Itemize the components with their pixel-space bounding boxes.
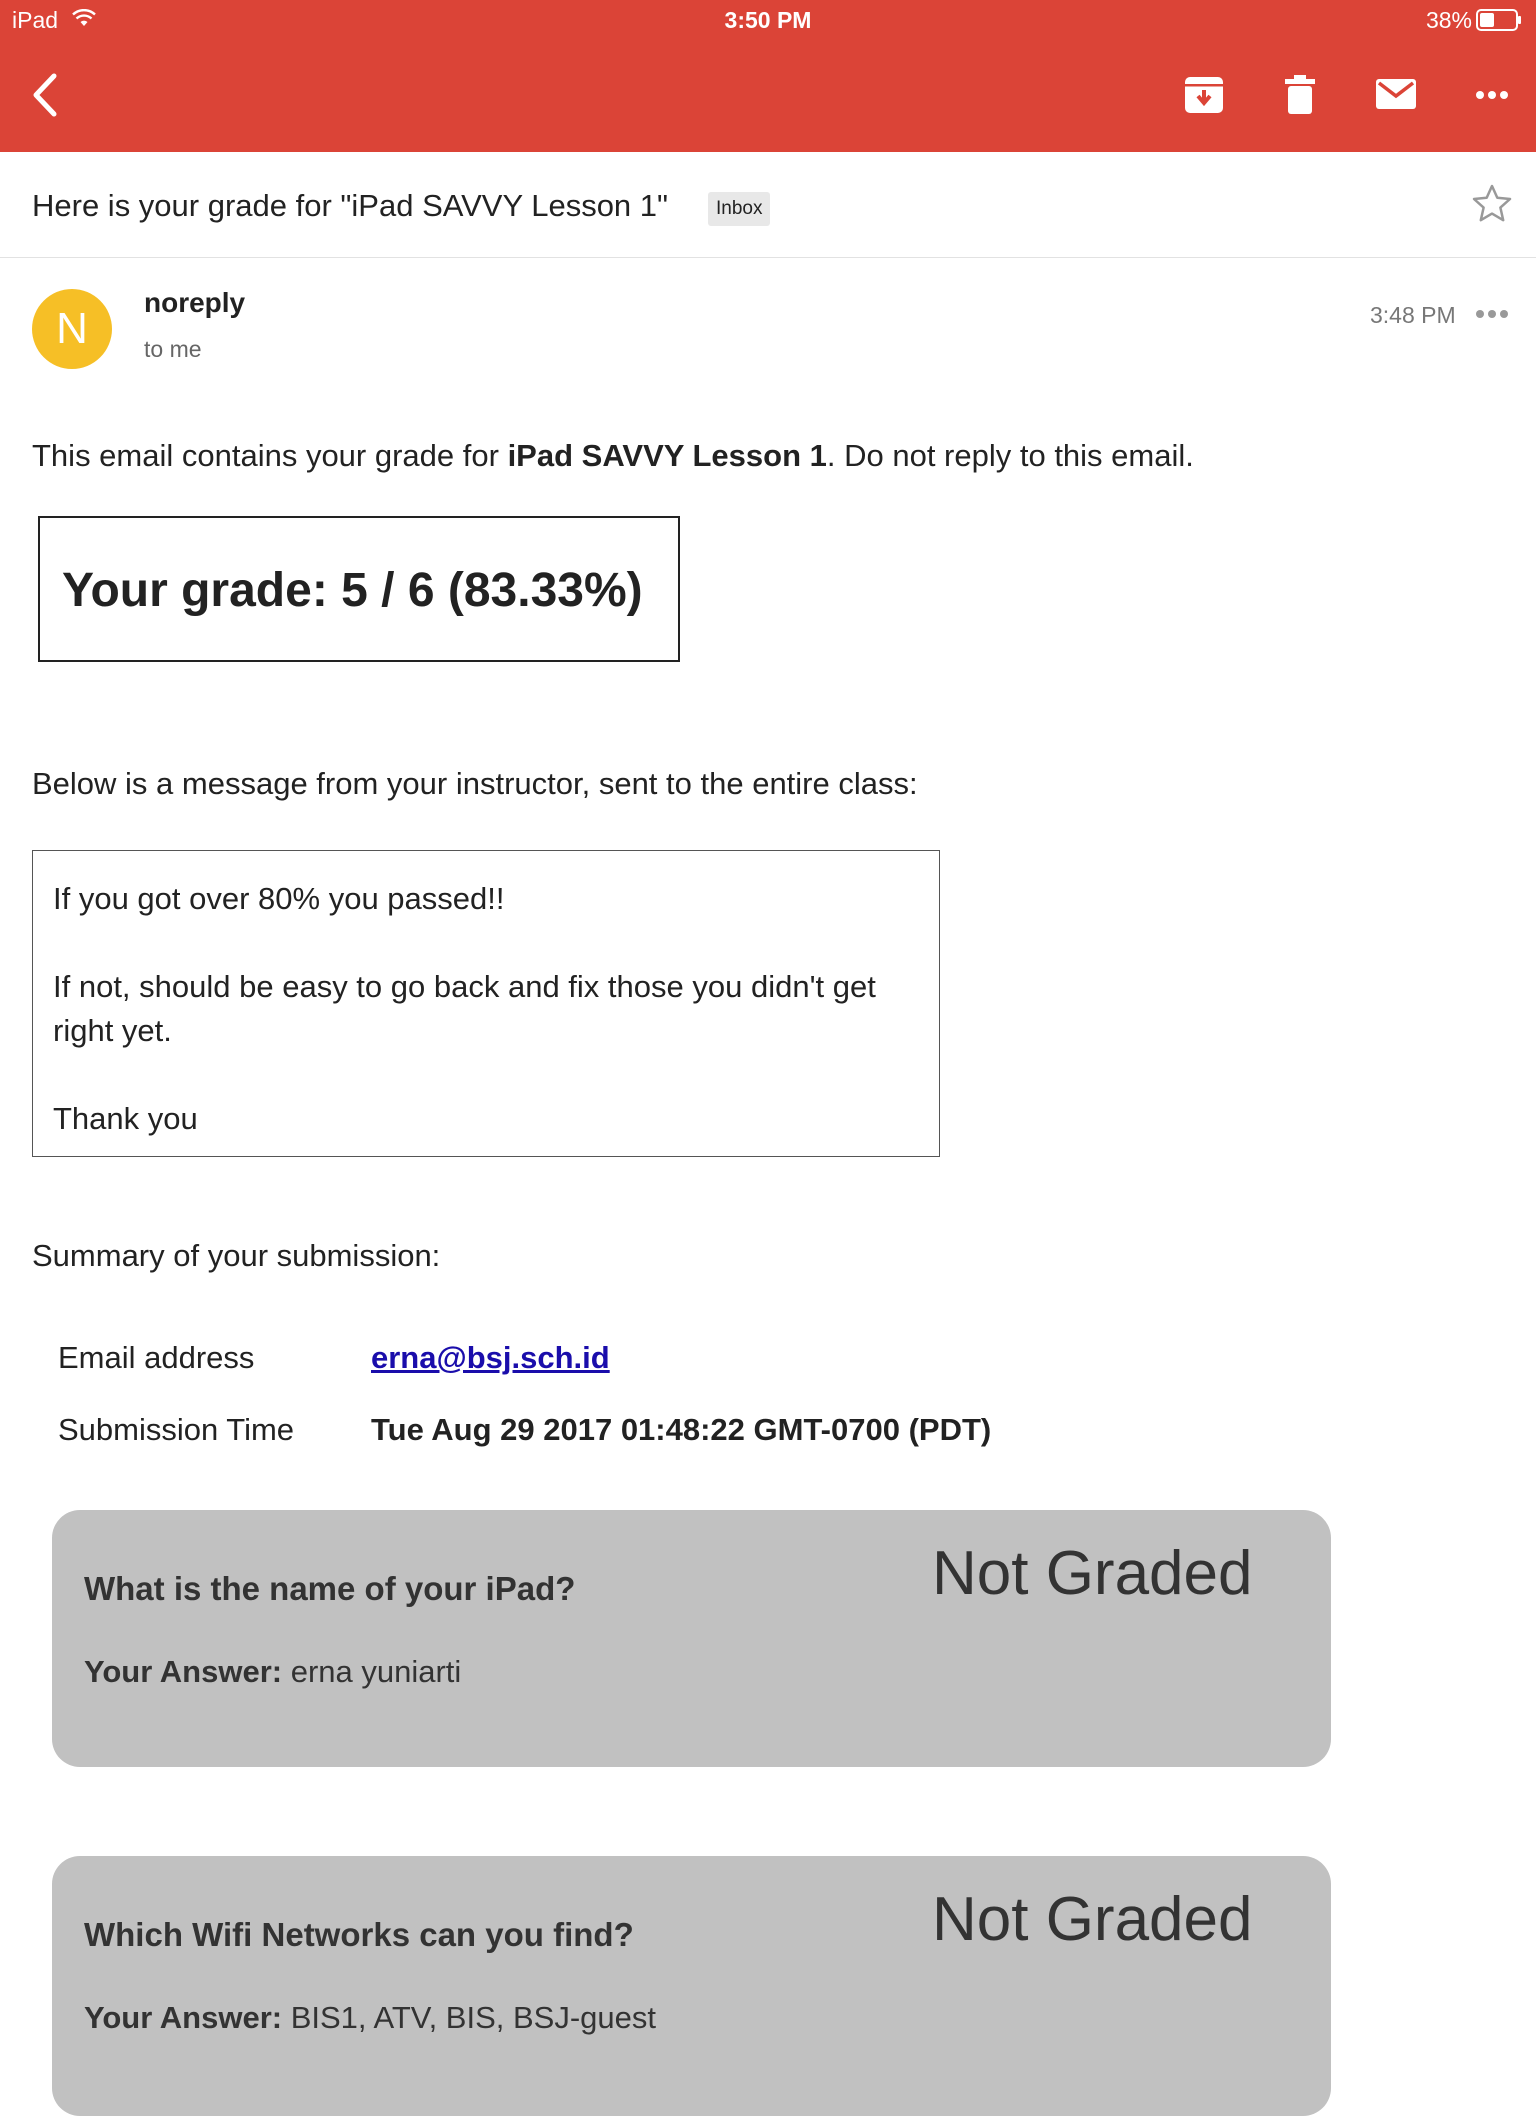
email-subject: Here is your grade for "iPad SAVVY Lesson 1" <box>32 188 669 223</box>
question-card <box>52 1510 1331 1767</box>
summary-title: Summary of your submission: <box>32 1238 441 1273</box>
answer-line: Your Answer: BIS1, ATV, BIS, BSJ-guest <box>84 2000 657 2035</box>
status-device-name: iPad <box>12 7 59 33</box>
question-text: What is the name of your iPad? <box>84 1570 576 1607</box>
answer-value: erna yuniarti <box>290 1654 462 1689</box>
grade-text: Your grade: 5 / 6 (83.33%) <box>62 564 643 617</box>
instructor-intro: Below is a message from your instructor, sent to the entire class: <box>32 766 918 801</box>
star-icon[interactable] <box>1470 182 1514 226</box>
message-time: 3:48 PM <box>1370 302 1456 328</box>
sender-avatar[interactable]: N <box>32 289 112 369</box>
instructor-message-line: If you got over 80% you passed!! <box>53 881 505 916</box>
inbox-label-badge[interactable]: Inbox <box>708 192 770 226</box>
email-address-link[interactable]: erna@bsj.sch.id <box>371 1340 610 1375</box>
grading-status: Not Graded <box>932 1539 1253 1608</box>
archive-icon[interactable] <box>1178 68 1230 120</box>
email-address-label: Email address <box>58 1340 255 1375</box>
submission-time-value: Tue Aug 29 2017 01:48:22 GMT-0700 (PDT) <box>371 1412 992 1447</box>
mail-icon[interactable] <box>1370 68 1422 120</box>
message-more-icon[interactable] <box>1474 302 1510 326</box>
more-icon[interactable] <box>1466 68 1518 120</box>
question-text: Which Wifi Networks can you find? <box>84 1916 634 1953</box>
answer-line: Your Answer: erna yuniarti <box>84 1654 462 1689</box>
battery-percentage: 38% <box>1425 7 1472 33</box>
grading-status: Not Graded <box>932 1885 1253 1954</box>
lesson-name: iPad SAVVY Lesson 1 <box>507 438 827 473</box>
submission-time-label: Submission Time <box>58 1412 295 1447</box>
app-toolbar <box>0 0 1536 152</box>
recipient-line[interactable]: to me <box>144 336 202 362</box>
trash-icon[interactable] <box>1274 68 1326 120</box>
instructor-message-box <box>32 850 940 1157</box>
instructor-message-line: Thank you <box>53 1101 198 1136</box>
sender-name[interactable]: noreply <box>144 287 246 318</box>
subject-row <box>0 152 1536 258</box>
email-intro: This email contains your grade for iPad SAVVY Lesson 1. Do not reply to this email. <box>32 438 1194 473</box>
status-time: 3:50 PM <box>724 7 812 33</box>
back-icon[interactable] <box>26 70 66 120</box>
grade-box <box>38 516 680 662</box>
question-card <box>52 1856 1331 2116</box>
instructor-message-line: If not, should be easy to go back and fix those you didn't get right yet. <box>53 969 876 1048</box>
answer-value: BIS1, ATV, BIS, BSJ-guest <box>290 2000 657 2035</box>
battery-icon <box>1476 9 1522 31</box>
